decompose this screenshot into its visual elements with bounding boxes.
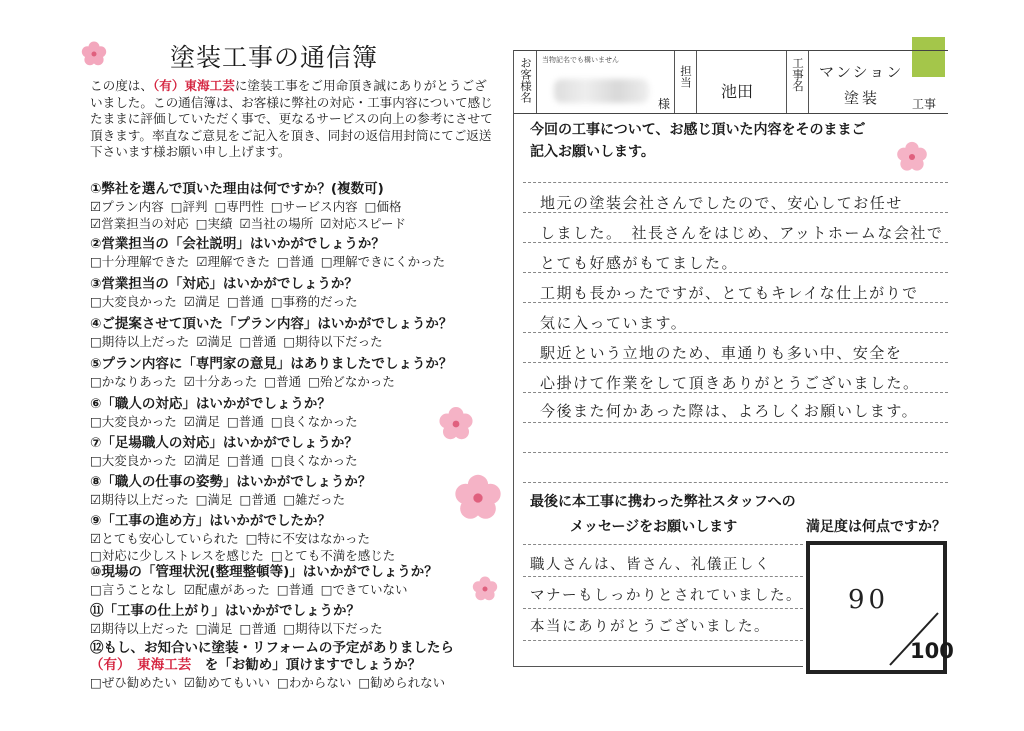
- question-5: ⑤プラン内容に「専門家の意見」はありましたでしょうか？ □かなりあった ☑十分あった □普通 □殆どなかった: [90, 356, 453, 389]
- sakura-flower-icon: [437, 405, 475, 443]
- question-1: ①弊社を選んで頂いた理由は何ですか？(複数可) ☑プラン内容 □評判 □専門性 □サービス内容 □価格 ☑営業担当の対応 □実績 ☑当社の場所 ☑対応スピード: [90, 181, 406, 231]
- koji-name-line2: 塗装: [844, 89, 881, 107]
- message-title-line2: メッセージをお願いします: [570, 519, 738, 535]
- question-7: ⑦「足場職人の対応」はいかがでしょうか？ □大変良かった ☑満足 □普通 □良くなかった: [90, 435, 358, 468]
- comment-line-2: しました。 社長さんをはじめ、アットホームな会社で: [540, 224, 944, 242]
- score-value: 90: [848, 585, 890, 615]
- score-max: 100: [910, 639, 954, 663]
- header-table: [514, 50, 948, 114]
- sama-label: 様: [658, 97, 671, 111]
- bottom-rule: [513, 666, 803, 667]
- message-title-line1: 最後に本工事に携わった弊社スタッフへの: [530, 494, 796, 510]
- sakura-flower-icon: [80, 40, 108, 68]
- score-box: [806, 541, 954, 674]
- tiny-note: 当物記名でも構いません: [542, 56, 619, 64]
- tanto-label: 担当: [679, 65, 693, 88]
- question-12: ⑫もし、お知合いに塗装・リフォームの予定がありましたら （有） 東海工芸 を「お勧め」頂けますでしょうか？ □ぜひ勧めたい ☑勧めてもいい □わからない □勧められない: [90, 640, 454, 690]
- message-line-3: 本当にありがとうございました。: [530, 619, 770, 635]
- question-2: ②営業担当の「会社説明」はいかがでしょうか？ □十分理解できた ☑理解できた □普通 □理解できにくかった: [90, 236, 446, 269]
- question-8: ⑧「職人の仕事の姿勢」はいかがでしょうか？ ☑期待以上だった □満足 □普通 □雑だった: [90, 474, 372, 507]
- comment-line-1: 地元の塗装会社さんでしたので、安心してお任せ: [540, 194, 903, 212]
- sakura-flower-icon: [452, 472, 504, 524]
- question-6: ⑥「職人の対応」はいかがでしょうか？ □大変良かった ☑満足 □普通 □良くなかった: [90, 396, 358, 429]
- comment-title-line1: 今回の工事について、お感じ頂いた内容をそのままご: [530, 122, 866, 138]
- comment-line-5: 気に入っています。: [540, 314, 688, 332]
- message-line-1: 職人さんは、皆さん、礼儀正しく: [530, 557, 771, 573]
- question-9: ⑨「工事の進め方」はいかがでしたか？ ☑とても安心していられた □特に不安はなかった □対応に少しストレスを感じた □とても不満を感じた: [90, 513, 396, 563]
- comment-line-8: 今後また何かあった際は、よろしくお願いします。: [540, 402, 919, 420]
- message-line-2: マナーもしっかりとされていました。: [530, 588, 802, 604]
- koji-suffix: 工事: [912, 97, 937, 111]
- customer-label: お客様名: [519, 57, 533, 103]
- customer-name-blurred: [554, 79, 649, 103]
- intro-text: この度は、（有）東海工芸に塗装工事をご用命頂き誠にありがとうございました。この通信簿は、お客様に弊社の対応・工事内容について感じたままに評価していただく事で、更なるサービスの向上の参考にさせて頂きます。率直なご意見をご記入を頂き、同封の返信用封筒にてご返送下さいます様お願い申し上げます。: [90, 78, 493, 159]
- question-10: ⑩現場の「管理状況(整理整頓等)」はいかがでしょうか？ □言うことなし ☑配慮があった □普通 □できていない: [90, 564, 438, 597]
- score-title: 満足度は何点ですか？: [806, 519, 946, 535]
- tanto-name: 池田: [721, 82, 754, 101]
- koji-label: 工事名: [791, 57, 805, 92]
- koji-name-line1: マンション: [819, 63, 904, 81]
- sakura-flower-icon: [471, 575, 499, 603]
- comment-line-6: 駅近という立地のため、車通りも多い中、安全を: [540, 344, 903, 362]
- question-4: ④ご提案させて頂いた「プラン内容」はいかがでしょうか？ □期待以上だった ☑満足 □普通 □期待以下だった: [90, 316, 453, 349]
- comment-line-7: 心掛けて作業をして頂きありがとうございました。: [540, 374, 920, 392]
- company-name: （有）東海工芸: [152, 78, 235, 93]
- page-title: 塗装工事の通信簿: [170, 43, 379, 72]
- question-11: ⑪「工事の仕上がり」はいかがでしょうか？ ☑期待以上だった □満足 □普通 □期待以下だった: [90, 603, 383, 636]
- column-divider: [513, 50, 514, 666]
- question-3: ③営業担当の「対応」はいかがでしょうか？ □大変良かった ☑満足 □普通 □事務的だった: [90, 276, 358, 309]
- sakura-flower-icon: [895, 140, 929, 174]
- comment-title-line2: 記入お願いします。: [530, 144, 655, 160]
- comment-line-4: 工期も長かったですが、とてもキレイな仕上がりで: [540, 284, 919, 302]
- comment-line-3: とても好感がもてました。: [540, 254, 739, 272]
